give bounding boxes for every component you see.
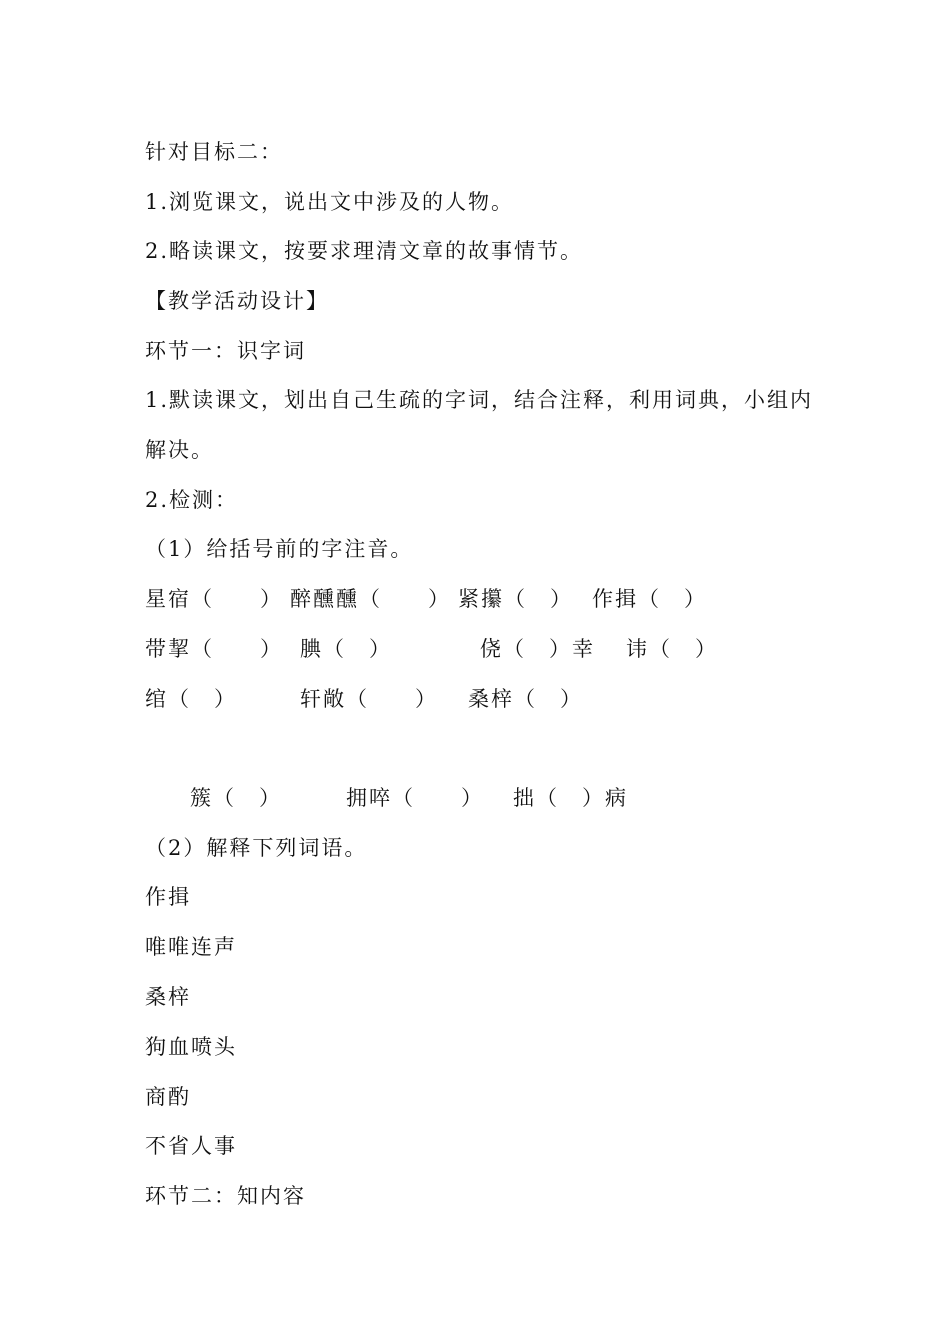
- pinyin-item: 星宿（ ）: [145, 587, 283, 611]
- pinyin-item: 讳（ ）: [626, 637, 718, 661]
- section2-title: 环节二：知内容: [145, 1184, 306, 1208]
- step2-label: 2.检测：: [145, 488, 239, 512]
- pinyin-item: 拙（ ）病: [513, 786, 628, 810]
- pinyin-item: 作揖（ ）: [592, 587, 707, 611]
- pinyin-item: 轩敞（ ）: [300, 687, 438, 711]
- pinyin-item: 腆（ ）: [300, 637, 392, 661]
- task1-label: （1）给括号前的字注音。: [145, 537, 414, 561]
- pinyin-item: 带挈（ ）: [145, 637, 283, 661]
- pinyin-item: 醉醺醺（ ）: [290, 587, 451, 611]
- pinyin-item: 侥（ ）幸: [480, 637, 595, 661]
- target-item-2: 2.略读课文，按要求理清文章的故事情节。: [145, 239, 584, 263]
- vocab-item: 作揖: [145, 885, 191, 909]
- step1-line1: 1.默读课文，划出自己生疏的字词，结合注释，利用词典，小组内: [145, 388, 814, 412]
- vocab-item: 桑梓: [145, 985, 191, 1009]
- step1-line2: 解决。: [145, 438, 214, 462]
- pinyin-item: 簇（ ）: [190, 786, 282, 810]
- activity-heading: 【教学活动设计】: [145, 289, 329, 313]
- target-heading: 针对目标二：: [145, 140, 283, 164]
- vocab-item: 商酌: [145, 1085, 191, 1109]
- vocab-item: 不省人事: [145, 1134, 237, 1158]
- pinyin-item: 拥啐（ ）: [346, 786, 484, 810]
- pinyin-item: 桑梓（ ）: [468, 687, 583, 711]
- pinyin-item: 绾（ ）: [145, 687, 237, 711]
- vocab-item: 唯唯连声: [145, 935, 237, 959]
- target-item-1: 1.浏览课文，说出文中涉及的人物。: [145, 190, 515, 214]
- task2-label: （2）解释下列词语。: [145, 836, 368, 860]
- vocab-item: 狗血喷头: [145, 1035, 237, 1059]
- pinyin-item: 紧攥（ ）: [458, 587, 573, 611]
- section1-title: 环节一：识字词: [145, 339, 306, 363]
